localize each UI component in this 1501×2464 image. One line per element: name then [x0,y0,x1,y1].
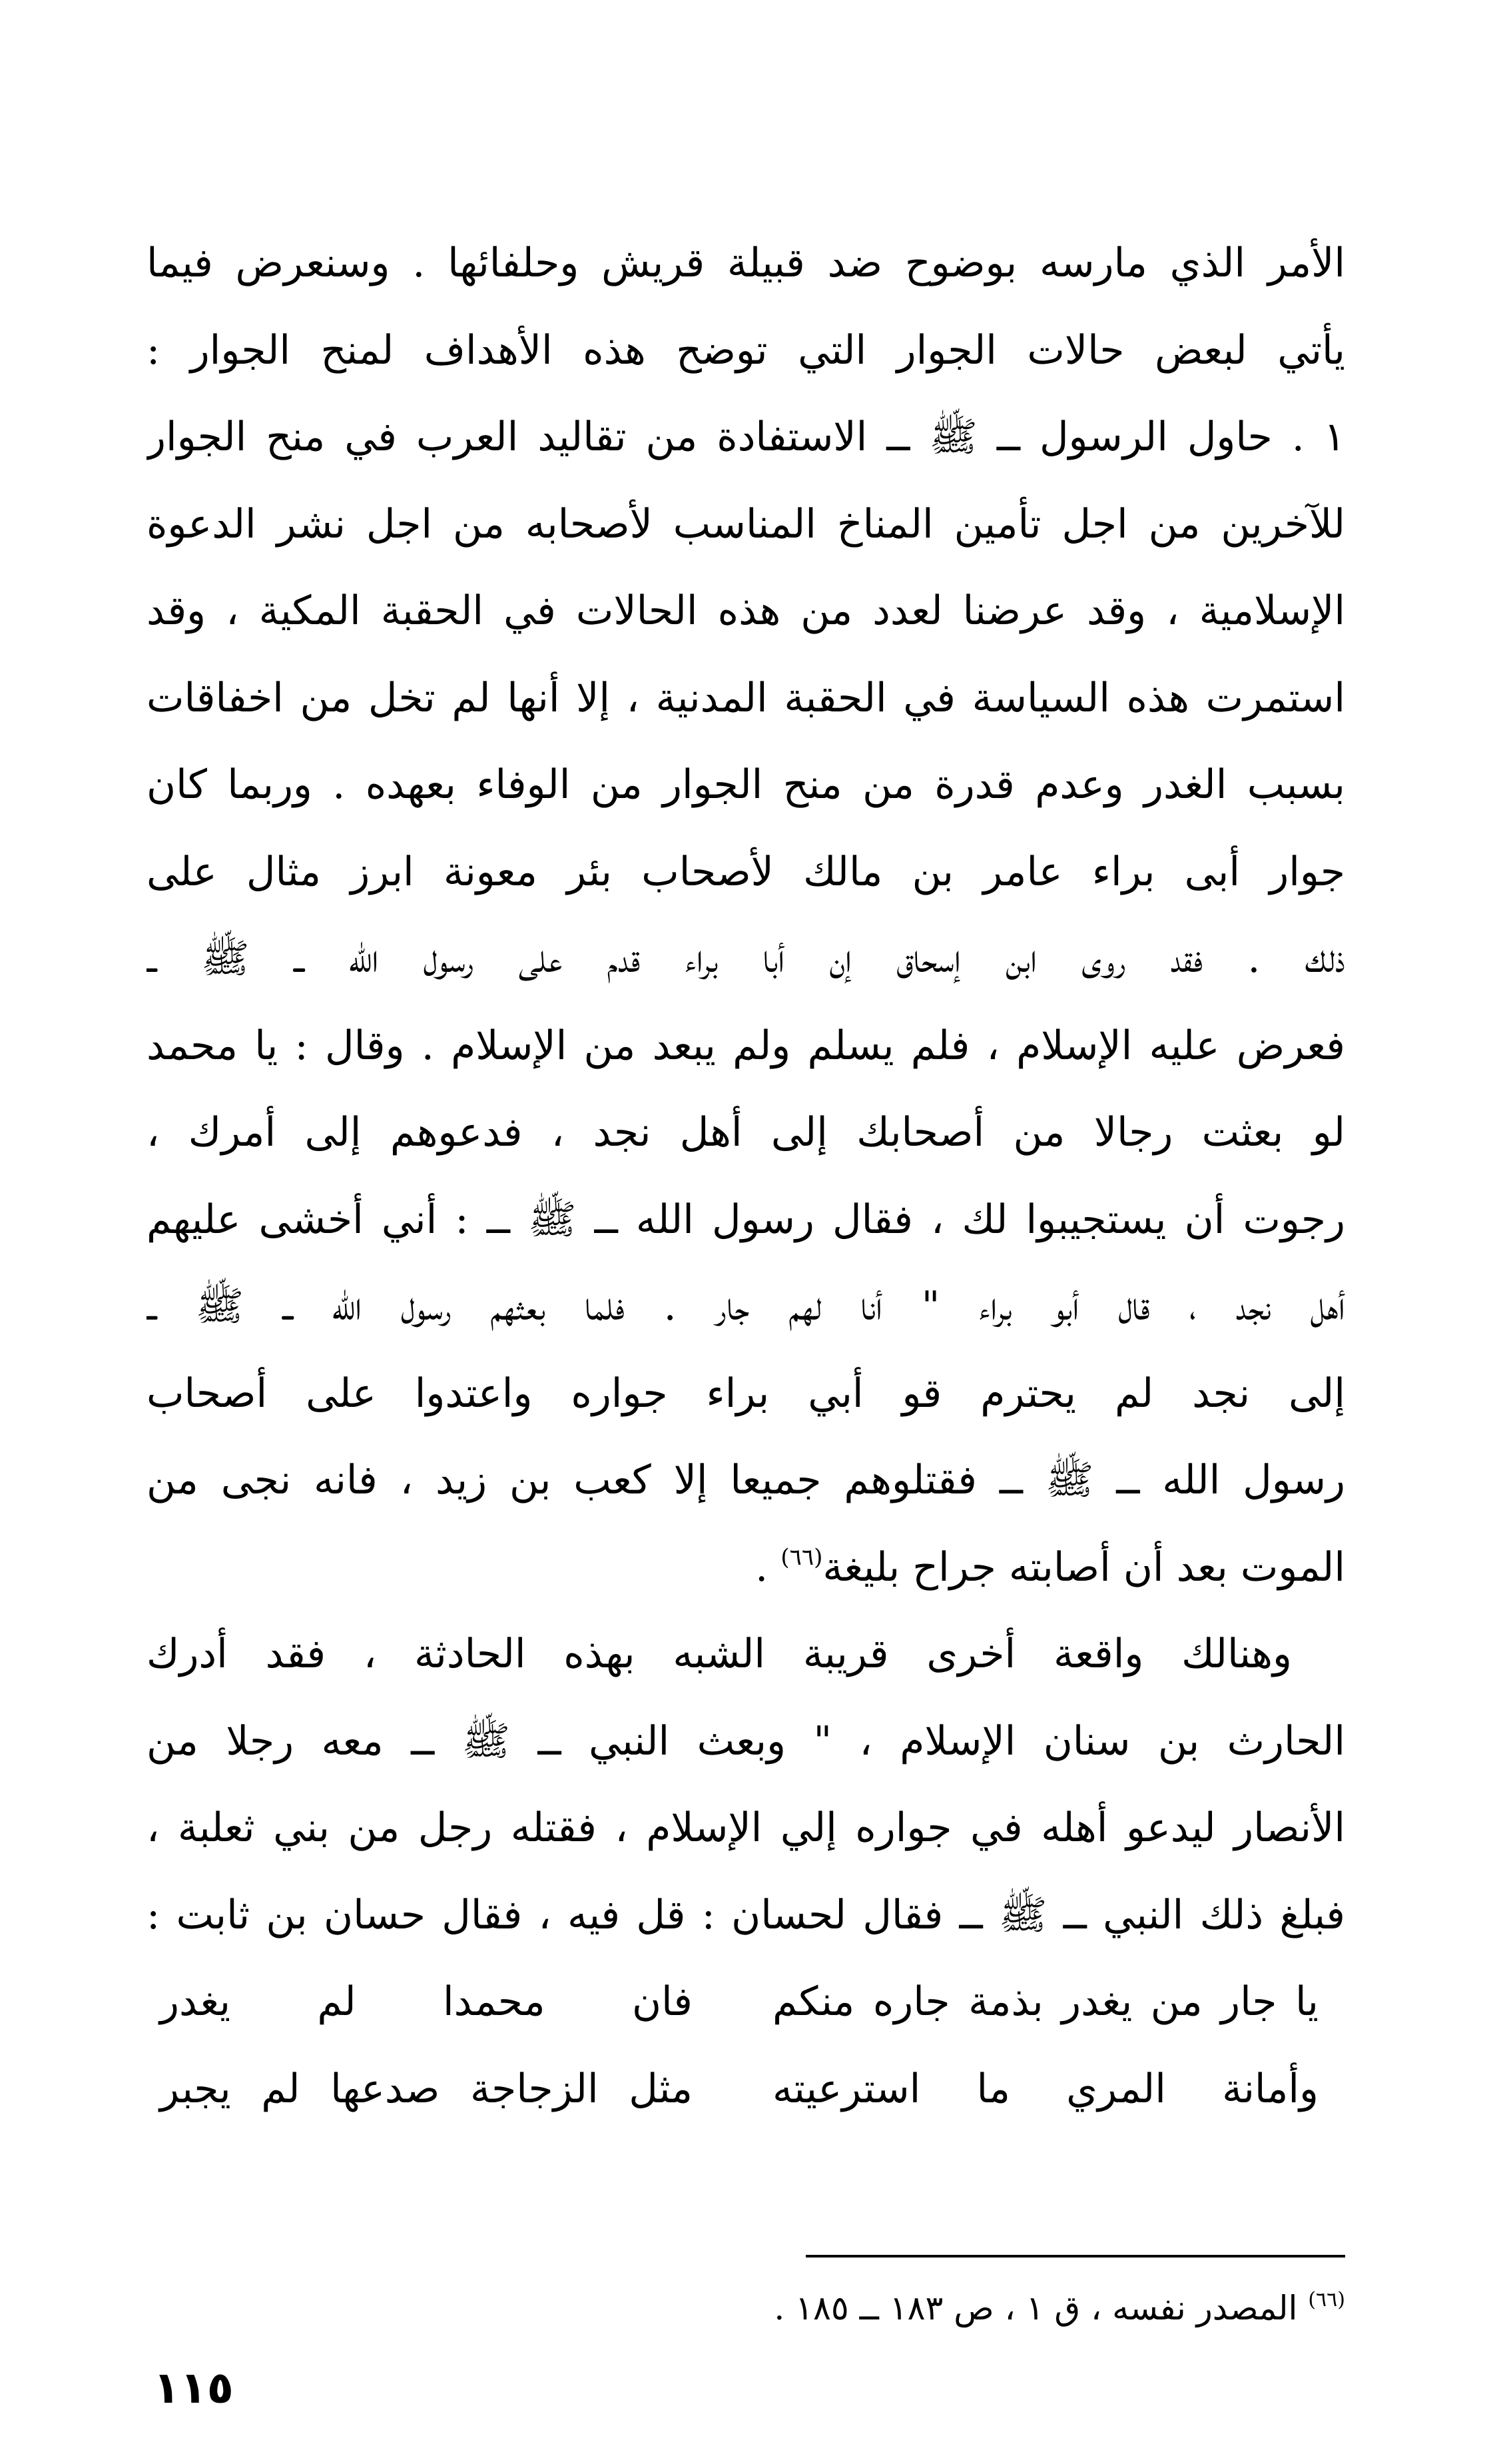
verse-second-hemistich: مثل الزجاجة صدعها لم يجبر [160,2065,693,2112]
poem-verse [147,2046,1345,2133]
text-line: بسبب الغدر وعدم قدرة من منح الجوار من الوفاء بعهده . وربما كان [147,761,1345,808]
text-line: للآخرين من اجل تأمين المناخ المناسب لأصحابه من اجل نشر الدعوة [147,500,1345,548]
text-line: ١ . حاول الرسول ــ ﷺ ــ الاستفادة من تقاليد العرب في منح الجوار [147,414,1345,460]
footnote-divider [806,2255,1345,2258]
text-line: فبلغ ذلك النبي ــ ﷺ ــ فقال لحسان : قل فيه ، فقال حسان بن ثابت : [147,1891,1345,1938]
footnote-text: المصدر نفسه ، ق ١ ، ص ١٨٣ ــ ١٨٥ . [774,2289,1298,2327]
text-line: لو بعثت رجالا من أصحابك إلى أهل نجد ، فدعوهم إلى أمرك ، [147,1109,1345,1156]
text-line: الحارث بن سنان الإسلام ، " وبعث النبي ــ ﷺ ــ معه رجلا من [147,1717,1345,1765]
footnote-reference: (٦٦) [780,1543,823,1571]
verse-first-hemistich: وأمانة المري ما استرعيته [772,2065,1319,2112]
footnote [599,2285,1345,2331]
paragraph-start-line: وهنالك واقعة أخرى قريبة الشبه بهذه الحادثة ، فقد أدرك [147,1631,1292,1677]
text-line-content: الموت بعد أن أصابته جراح بليغة [822,1543,1345,1591]
text-line: ذلك . فقد روى ابن إسحاق إن أبا براء قدم على رسول الله ــ ﷺ ــ [147,935,1345,982]
text-line: جوار أبى براء عامر بن مالك لأصحاب بئر معونة ابرز مثال على [147,848,1345,895]
text-line-tail: . [755,1543,781,1591]
text-line: رسول الله ــ ﷺ ــ فقتلوهم جميعا إلا كعب بن زيد ، فانه نجى من [147,1457,1345,1503]
text-line-with-footnote-ref [147,1524,1345,1611]
footnote-marker: (٦٦) [1308,2288,1345,2311]
text-line: رجوت أن يستجيبوا لك ، فقال رسول الله ــ ﷺ ــ : أني أخشى عليهم [147,1196,1345,1243]
poem-verse [147,1958,1345,2046]
text-line: فعرض عليه الإسلام ، فلم يسلم ولم يبعد من الإسلام . وقال : يا محمد [147,1022,1345,1069]
page-number: ١١٥ [153,2362,234,2413]
text-line: يأتي لبعض حالات الجوار التي توضح هذه الأهداف لمنح الجوار : [147,326,1345,374]
text-line: الإسلامية ، وقد عرضنا لعدد من هذه الحالات في الحقبة المكية ، وقد [147,588,1345,634]
text-line: إلى نجد لم يحترم قو أبي براء جواره واعتدوا على أصحاب [147,1370,1345,1417]
text-line: الأمر الذي مارسه بوضوح ضد قبيلة قريش وحلفائها . وسنعرض فيما [147,240,1345,286]
verse-first-hemistich: يا جار من يغدر بذمة جاره منكم [772,1978,1319,2025]
text-line: أهل نجد ، قال أبو براء " أنا لهم جار . فلما بعثهم رسول الله ــ ﷺ ــ [147,1283,1345,1330]
verse-second-hemistich: فان محمدا لم يغدر [160,1978,693,2025]
main-text [147,220,1345,2132]
text-line: استمرت هذه السياسة في الحقبة المدنية ، إلا أنها لم تخل من اخفاقات [147,674,1345,721]
text-line: الأنصار ليدعو أهله في جواره إلي الإسلام ، فقتله رجل من بني ثعلبة ، [147,1805,1345,1851]
